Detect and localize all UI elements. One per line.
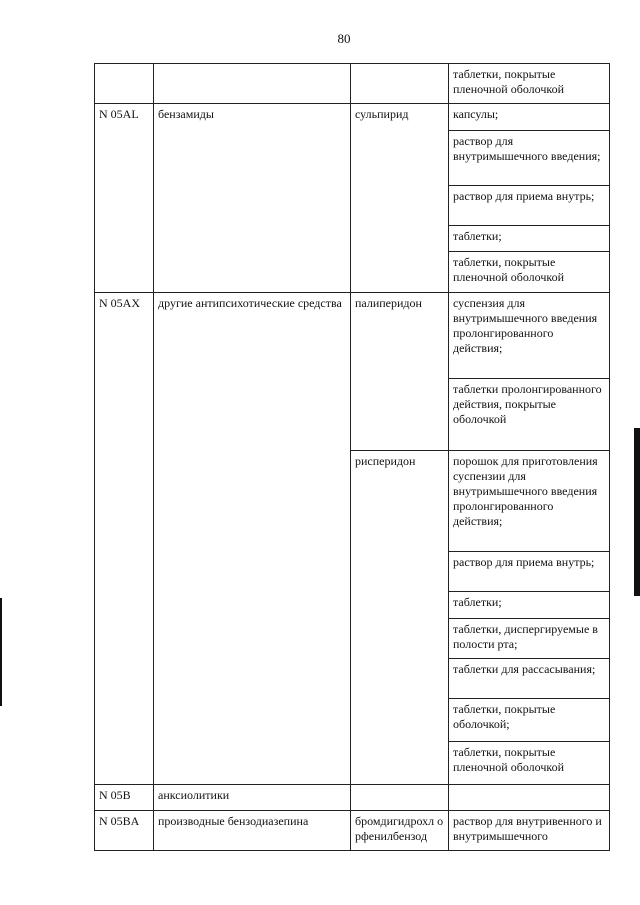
table-row — [95, 785, 610, 811]
substance-cell: палиперидон — [351, 293, 449, 451]
atc-code-cell: N 05AL — [95, 104, 154, 293]
substance-cell — [351, 785, 449, 811]
dosage-form-cell: таблетки пролонгированного действия, покрытые оболочкой — [449, 379, 610, 451]
dosage-form-cell: таблетки для рассасывания; — [449, 659, 610, 699]
atc-code-cell: N 05BA — [95, 811, 154, 851]
dosage-form-cell: суспензия для внутримышечного введения пролонгированного действия; — [449, 293, 610, 379]
scan-edge-mark-left — [0, 598, 2, 706]
group-cell: бензамиды — [154, 104, 351, 293]
table-row — [95, 811, 610, 851]
atc-code-cell: N 05AX — [95, 293, 154, 785]
dosage-form-cell: таблетки, диспергируемые в полости рта; — [449, 619, 610, 659]
dosage-form-cell: таблетки; — [449, 592, 610, 619]
table-row — [95, 293, 610, 379]
substance-cell: бромдигидрохл орфенилбензод — [351, 811, 449, 851]
table-row — [95, 104, 610, 131]
dosage-form-cell — [449, 785, 610, 811]
dosage-form-cell: раствор для внутривенного и внутримышечного — [449, 811, 610, 851]
dosage-form-cell: таблетки, покрытые пленочной оболочкой — [449, 64, 610, 104]
dosage-form-cell: таблетки, покрытые пленочной оболочкой — [449, 252, 610, 293]
substance-cell: сульпирид — [351, 104, 449, 293]
dosage-form-cell: раствор для приема внутрь; — [449, 552, 610, 592]
dosage-form-cell: раствор для внутримышечного введения; — [449, 131, 610, 186]
page-number: 80 — [337, 31, 351, 46]
substance-cell — [351, 64, 449, 104]
group-cell: другие антипсихотические средства — [154, 293, 351, 785]
dosage-form-cell: порошок для приготовления суспензии для внутримышечного введения пролонгированного действия; — [449, 451, 610, 552]
dosage-form-cell: таблетки, покрытые пленочной оболочкой — [449, 742, 610, 785]
dosage-form-cell: таблетки; — [449, 226, 610, 252]
dosage-form-cell: капсулы; — [449, 104, 610, 131]
group-cell — [154, 64, 351, 104]
atc-code-cell — [95, 64, 154, 104]
drug-table — [94, 63, 610, 851]
substance-cell: рисперидон — [351, 451, 449, 785]
atc-code-cell: N 05B — [95, 785, 154, 811]
dosage-form-cell: раствор для приема внутрь; — [449, 186, 610, 226]
group-cell: анксиолитики — [154, 785, 351, 811]
dosage-form-cell: таблетки, покрытые оболочкой; — [449, 699, 610, 742]
table-row — [95, 64, 610, 104]
scan-edge-mark-right — [634, 428, 640, 596]
group-cell: производные бензодиазепина — [154, 811, 351, 851]
